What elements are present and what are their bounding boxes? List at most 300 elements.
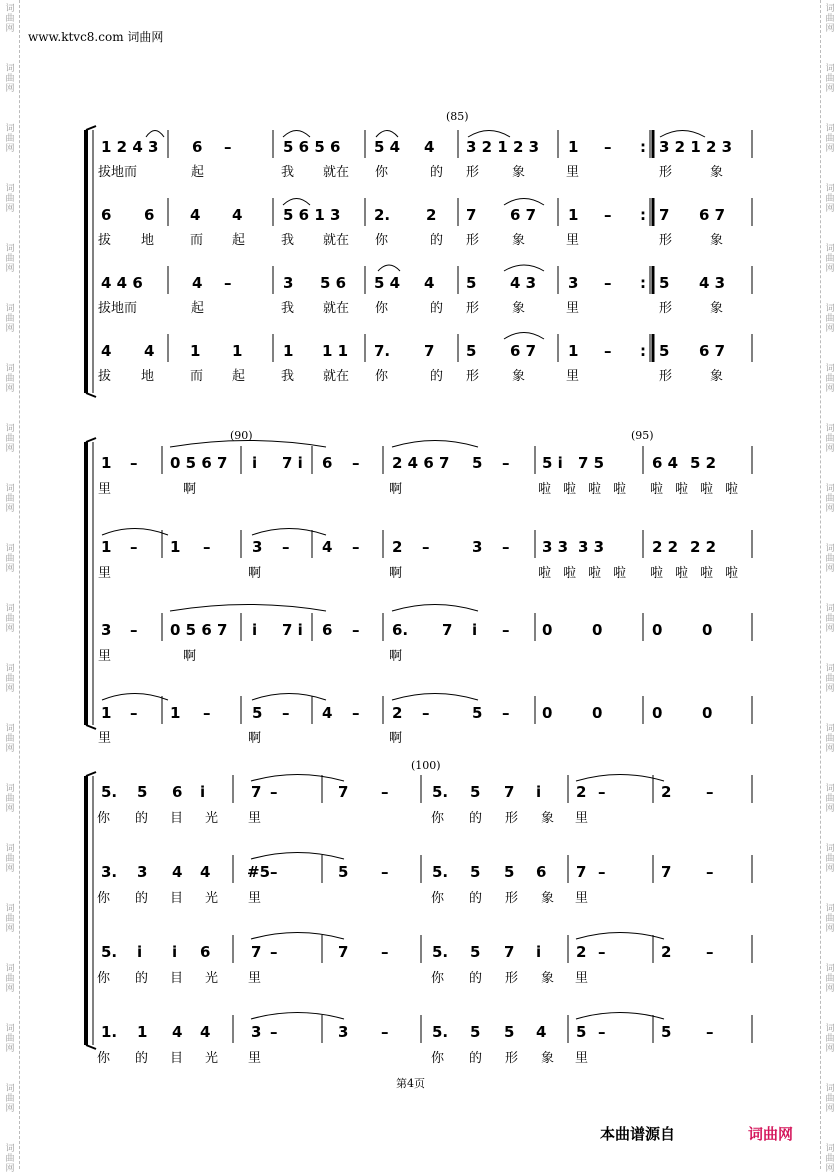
lyric-syllable: 啊	[389, 482, 403, 497]
lyric-syllable: 象	[710, 233, 724, 248]
note-group: 5 6 1 3	[283, 206, 341, 224]
lyric-syllable: 形	[466, 369, 480, 384]
note-group: :	[640, 274, 646, 292]
note-group: 2	[426, 206, 437, 224]
note-group: 4 3	[510, 274, 537, 292]
note-group: –	[706, 1023, 714, 1041]
watermark-glyph: 词 曲 网	[5, 1084, 15, 1114]
lyric-syllable: 形	[505, 971, 519, 986]
watermark-glyph: 词 曲 网	[825, 1024, 835, 1054]
note-group: i	[172, 943, 178, 961]
watermark-glyph: 词 曲 网	[825, 784, 835, 814]
note-group: 5	[576, 1023, 587, 1041]
watermark-glyph: 词 曲 网	[5, 604, 15, 634]
watermark-glyph: 词 曲 网	[825, 304, 835, 334]
note-group: 1	[101, 704, 112, 722]
lyric-syllable: 地	[141, 233, 155, 248]
slur	[576, 933, 664, 940]
lyric-syllable: 的	[135, 811, 149, 826]
note-group: 5	[504, 1023, 515, 1041]
lyric-syllable: 起	[232, 369, 246, 384]
note-group: –	[270, 1023, 278, 1041]
lyric-syllable: 里	[248, 891, 262, 906]
lyric-syllable: 啦	[588, 482, 602, 497]
lyric-syllable: 啦	[613, 566, 627, 581]
note-group: 6	[192, 138, 203, 156]
note-group: –	[381, 863, 389, 881]
lyric-syllable: 啊	[389, 649, 403, 664]
watermark-glyph: 词 曲 网	[5, 724, 15, 754]
lyric-syllable: 啦	[563, 566, 577, 581]
note-group: 1	[283, 342, 294, 360]
note-group: –	[502, 704, 510, 722]
slur	[251, 1013, 344, 1020]
lyric-syllable: 里	[575, 891, 589, 906]
lyric-syllable: 你	[431, 811, 445, 826]
lyric-syllable: 啊	[389, 731, 403, 746]
note-group: 4 3	[699, 274, 726, 292]
note-group: 3	[472, 538, 483, 556]
lyric-syllable: 拔	[98, 233, 112, 248]
lyric-syllable: 地	[141, 369, 155, 384]
lyric-syllable: 象	[541, 891, 555, 906]
lyric-syllable: 我	[281, 165, 295, 180]
note-group: 4 4 6	[101, 274, 143, 292]
lyric-syllable: 我	[281, 301, 295, 316]
note-group: 3	[137, 863, 148, 881]
lyric-syllable: 里	[566, 233, 580, 248]
lyric-syllable: 象	[512, 165, 526, 180]
slur	[252, 694, 326, 701]
lyric-syllable: 拔地而	[98, 165, 138, 180]
watermark-glyph: 词 曲 网	[5, 304, 15, 334]
note-group: 5	[470, 783, 481, 801]
lyric-syllable: 光	[205, 1051, 219, 1066]
slur	[504, 199, 544, 206]
watermark-glyph: 词 曲 网	[5, 904, 15, 934]
note-group: 6.	[392, 621, 409, 639]
slur	[468, 131, 510, 138]
watermark-glyph: 词 曲 网	[825, 64, 835, 94]
note-group: 5.	[432, 1023, 449, 1041]
watermark-glyph: 词 曲 网	[825, 124, 835, 154]
note-group: i	[200, 783, 206, 801]
note-group: 3	[283, 274, 294, 292]
slur	[102, 529, 168, 536]
note-group: 3	[252, 538, 263, 556]
note-group: 1	[232, 342, 243, 360]
bracket-hook	[86, 1045, 96, 1049]
note-group: –	[352, 621, 360, 639]
lyric-syllable: 形	[505, 1051, 519, 1066]
source-label: 本曲谱源自	[600, 1125, 676, 1143]
note-group: 4	[200, 863, 211, 881]
note-group: 7	[661, 863, 672, 881]
watermark-glyph: 词 曲 网	[5, 844, 15, 874]
lyric-syllable: 而	[190, 233, 204, 248]
note-group: 1	[170, 704, 181, 722]
note-group: i	[536, 783, 542, 801]
lyric-syllable: 里	[566, 301, 580, 316]
note-group: 3	[251, 1023, 262, 1041]
lyric-syllable: 里	[566, 369, 580, 384]
lyric-syllable: 你	[431, 1051, 445, 1066]
lyric-syllable: 象	[512, 233, 526, 248]
slur	[576, 775, 664, 782]
lyric-syllable: 目	[170, 1051, 184, 1066]
note-group: 2 4 6 7	[392, 454, 450, 472]
note-group: 0 5 6 7	[170, 621, 228, 639]
note-group: 2	[392, 538, 403, 556]
lyric-syllable: 里	[575, 811, 589, 826]
lyric-syllable: 啊	[183, 649, 197, 664]
note-group: 4	[101, 342, 112, 360]
note-group: 7 i	[282, 454, 303, 472]
site-header[interactable]: www.ktvc8.com 词曲网	[28, 30, 164, 44]
lyric-syllable: 啦	[675, 482, 689, 497]
slur	[146, 131, 164, 138]
note-group: 6	[172, 783, 183, 801]
note-group: 5	[466, 274, 477, 292]
note-group: 4	[322, 538, 333, 556]
lyric-syllable: 就在	[323, 301, 350, 316]
watermark-glyph: 词 曲 网	[825, 184, 835, 214]
watermark-glyph: 词 曲 网	[5, 784, 15, 814]
note-group: 0	[652, 704, 663, 722]
watermark-glyph: 词 曲 网	[825, 244, 835, 274]
note-group: 3 3	[578, 538, 605, 556]
lyric-syllable: 你	[375, 369, 389, 384]
note-group: 4	[424, 138, 435, 156]
slur	[378, 265, 400, 271]
note-group: –	[706, 783, 714, 801]
note-group: 5	[470, 943, 481, 961]
note-group: 6	[322, 621, 333, 639]
note-group: 3 2 1 2 3	[659, 138, 733, 156]
lyric-syllable: 啊	[248, 731, 262, 746]
note-group: 1	[568, 138, 579, 156]
lyric-syllable: 啦	[588, 566, 602, 581]
note-group: 5	[504, 863, 515, 881]
note-group: 6 4	[652, 454, 679, 472]
watermark-glyph: 词 曲 网	[825, 484, 835, 514]
note-group: 6	[536, 863, 547, 881]
note-group: 4	[232, 206, 243, 224]
note-group: –	[224, 138, 232, 156]
watermark-glyph: 词 曲 网	[5, 364, 15, 394]
note-group: 3.	[101, 863, 118, 881]
lyric-syllable: 啦	[675, 566, 689, 581]
note-group: 7	[251, 783, 262, 801]
note-group: 5	[472, 704, 483, 722]
lyric-syllable: 啦	[650, 566, 664, 581]
measure-number: (90)	[230, 429, 253, 442]
note-group: 5 4	[374, 274, 401, 292]
bracket-hook	[86, 725, 96, 729]
lyric-syllable: 象	[710, 165, 724, 180]
lyric-syllable: 的	[135, 891, 149, 906]
note-group: 7	[424, 342, 435, 360]
note-group: –	[706, 943, 714, 961]
note-group: –	[381, 943, 389, 961]
lyric-syllable: 目	[170, 811, 184, 826]
note-group: 4	[536, 1023, 547, 1041]
slur	[504, 333, 544, 340]
lyric-syllable: 里	[98, 566, 112, 581]
lyric-syllable: 里	[575, 971, 589, 986]
note-group: 7	[251, 943, 262, 961]
note-group: :	[640, 342, 646, 360]
lyric-syllable: 里	[248, 811, 262, 826]
note-group: #5	[247, 863, 271, 881]
note-group: –	[282, 704, 290, 722]
note-group: –	[598, 863, 606, 881]
lyric-syllable: 的	[430, 369, 444, 384]
lyric-syllable: 目	[170, 891, 184, 906]
watermark-glyph: 词 曲 网	[5, 64, 15, 94]
lyric-syllable: 啦	[725, 482, 739, 497]
lyric-syllable: 的	[430, 301, 444, 316]
note-group: 7	[442, 621, 453, 639]
note-group: 7	[504, 783, 515, 801]
watermark-glyph: 词 曲 网	[5, 1144, 15, 1174]
note-group: –	[130, 538, 138, 556]
note-group: 4	[424, 274, 435, 292]
lyric-syllable: 象	[710, 369, 724, 384]
note-group: 2	[661, 783, 672, 801]
note-group: 4	[172, 863, 183, 881]
lyric-syllable: 啦	[650, 482, 664, 497]
lyric-syllable: 象	[710, 301, 724, 316]
lyric-syllable: 我	[281, 233, 295, 248]
note-group: 7 i	[282, 621, 303, 639]
note-group: –	[282, 538, 290, 556]
note-group: –	[604, 138, 612, 156]
note-group: 0	[652, 621, 663, 639]
note-group: 7	[504, 943, 515, 961]
note-group: –	[422, 704, 430, 722]
note-group: :	[640, 206, 646, 224]
note-group: –	[502, 621, 510, 639]
note-group: 6	[200, 943, 211, 961]
lyric-syllable: 就在	[323, 165, 350, 180]
lyric-syllable: 起	[191, 165, 205, 180]
lyric-syllable: 里	[98, 649, 112, 664]
note-group: 7.	[374, 342, 391, 360]
lyric-syllable: 你	[375, 165, 389, 180]
watermark-glyph: 词 曲 网	[825, 1084, 835, 1114]
lyric-syllable: 光	[205, 971, 219, 986]
note-group: 6 7	[699, 342, 726, 360]
note-group: –	[604, 206, 612, 224]
lyric-syllable: 光	[205, 891, 219, 906]
note-group: –	[270, 783, 278, 801]
lyric-syllable: 里	[98, 731, 112, 746]
watermark-glyph: 词 曲 网	[5, 544, 15, 574]
note-group: :	[640, 138, 646, 156]
lyric-syllable: 你	[375, 233, 389, 248]
note-group: 5	[137, 783, 148, 801]
lyric-syllable: 啦	[700, 482, 714, 497]
lyric-syllable: 的	[430, 165, 444, 180]
note-group: 1 1	[322, 342, 349, 360]
note-group: 2	[576, 943, 587, 961]
note-group: 1	[568, 206, 579, 224]
note-group: 5.	[101, 943, 118, 961]
measure-number: (85)	[446, 110, 469, 123]
note-group: –	[604, 342, 612, 360]
note-group: 7 5	[578, 454, 605, 472]
lyric-syllable: 啦	[613, 482, 627, 497]
lyric-syllable: 形	[659, 233, 673, 248]
note-group: i	[252, 621, 258, 639]
note-group: 3	[101, 621, 112, 639]
note-group: –	[604, 274, 612, 292]
lyric-syllable: 起	[191, 301, 205, 316]
measure-number: (100)	[411, 759, 441, 772]
lyric-syllable: 啦	[538, 566, 552, 581]
lyric-syllable: 形	[466, 233, 480, 248]
note-group: 4	[144, 342, 155, 360]
note-group: 5 i	[542, 454, 563, 472]
lyric-syllable: 的	[135, 971, 149, 986]
watermark-glyph: 词 曲 网	[5, 964, 15, 994]
lyric-syllable: 里	[248, 971, 262, 986]
slur	[392, 694, 478, 701]
note-group: 6	[101, 206, 112, 224]
note-group: 3 2 1 2 3	[466, 138, 540, 156]
note-group: –	[224, 274, 232, 292]
watermark-glyph: 词 曲 网	[5, 244, 15, 274]
slur	[283, 199, 310, 206]
note-group: 5 6 5 6	[283, 138, 341, 156]
note-group: 5	[661, 1023, 672, 1041]
slur	[102, 694, 168, 701]
note-group: 1	[170, 538, 181, 556]
note-group: 3	[568, 274, 579, 292]
lyric-syllable: 象	[541, 971, 555, 986]
lyric-syllable: 的	[469, 811, 483, 826]
lyric-syllable: 象	[541, 811, 555, 826]
note-group: 2	[661, 943, 672, 961]
note-group: 4	[192, 274, 203, 292]
note-group: 1	[137, 1023, 148, 1041]
note-group: 4	[172, 1023, 183, 1041]
note-group: 5.	[432, 863, 449, 881]
note-group: –	[598, 943, 606, 961]
lyric-syllable: 拔	[98, 369, 112, 384]
note-group: –	[598, 783, 606, 801]
lyric-syllable: 啦	[538, 482, 552, 497]
lyric-syllable: 你	[97, 811, 111, 826]
lyric-syllable: 啊	[183, 482, 197, 497]
watermark-glyph: 词 曲 网	[5, 424, 15, 454]
note-group: 7	[466, 206, 477, 224]
lyric-syllable: 光	[205, 811, 219, 826]
lyric-syllable: 里	[248, 1051, 262, 1066]
note-group: i	[252, 454, 258, 472]
note-group: 0	[542, 621, 553, 639]
note-group: 0	[702, 704, 713, 722]
note-group: –	[502, 538, 510, 556]
page-number: 第4页	[396, 1077, 425, 1090]
note-group: 5 4	[374, 138, 401, 156]
lyric-syllable: 的	[469, 971, 483, 986]
note-group: 1	[101, 538, 112, 556]
measure-number: (95)	[631, 429, 654, 442]
note-group: –	[270, 943, 278, 961]
note-group: –	[422, 538, 430, 556]
note-group: 1	[190, 342, 201, 360]
note-group: 5.	[432, 943, 449, 961]
lyric-syllable: 你	[97, 971, 111, 986]
note-group: –	[130, 704, 138, 722]
slur	[660, 131, 705, 138]
watermark-glyph: 词 曲 网	[5, 664, 15, 694]
lyric-syllable: 里	[575, 1051, 589, 1066]
note-group: 6 7	[510, 342, 537, 360]
note-group: 6 7	[699, 206, 726, 224]
note-group: –	[130, 621, 138, 639]
lyric-syllable: 目	[170, 971, 184, 986]
note-group: i	[472, 621, 478, 639]
watermark-glyph: 词 曲 网	[825, 604, 835, 634]
note-group: 6 7	[510, 206, 537, 224]
note-group: 2.	[374, 206, 391, 224]
slur	[392, 441, 478, 448]
note-group: 3 3	[542, 538, 569, 556]
watermark-glyph: 词 曲 网	[825, 664, 835, 694]
watermark-glyph: 词 曲 网	[5, 484, 15, 514]
note-group: 3	[338, 1023, 349, 1041]
note-group: 5	[470, 863, 481, 881]
lyric-syllable: 啊	[248, 566, 262, 581]
note-group: –	[352, 454, 360, 472]
note-group: 0	[592, 704, 603, 722]
slur	[251, 853, 344, 860]
lyric-syllable: 就在	[323, 233, 350, 248]
note-group: 5 2	[690, 454, 717, 472]
note-group: 1	[568, 342, 579, 360]
watermark-glyph: 词 曲 网	[825, 724, 835, 754]
slur	[251, 933, 344, 940]
note-group: 0	[702, 621, 713, 639]
lyric-syllable: 你	[97, 891, 111, 906]
lyric-syllable: 形	[505, 811, 519, 826]
note-group: 0	[542, 704, 553, 722]
lyric-syllable: 形	[466, 165, 480, 180]
note-group: 1 2 4 3	[101, 138, 159, 156]
note-group: –	[270, 863, 278, 881]
note-group: 5	[252, 704, 263, 722]
lyric-syllable: 就在	[323, 369, 350, 384]
bracket-hook	[86, 126, 96, 130]
lyric-syllable: 象	[512, 301, 526, 316]
watermark-glyph: 词 曲 网	[825, 4, 835, 34]
note-group: 5	[659, 274, 670, 292]
watermark-glyph: 词 曲 网	[5, 124, 15, 154]
watermark-glyph: 词 曲 网	[825, 904, 835, 934]
note-group: –	[352, 704, 360, 722]
note-group: i	[536, 943, 542, 961]
bracket-hook	[86, 393, 96, 397]
note-group: 5.	[101, 783, 118, 801]
note-group: 5	[470, 1023, 481, 1041]
lyric-syllable: 形	[659, 369, 673, 384]
lyric-syllable: 啦	[725, 566, 739, 581]
bracket-hook	[86, 772, 96, 776]
brand-link[interactable]: 词曲网	[748, 1125, 794, 1143]
